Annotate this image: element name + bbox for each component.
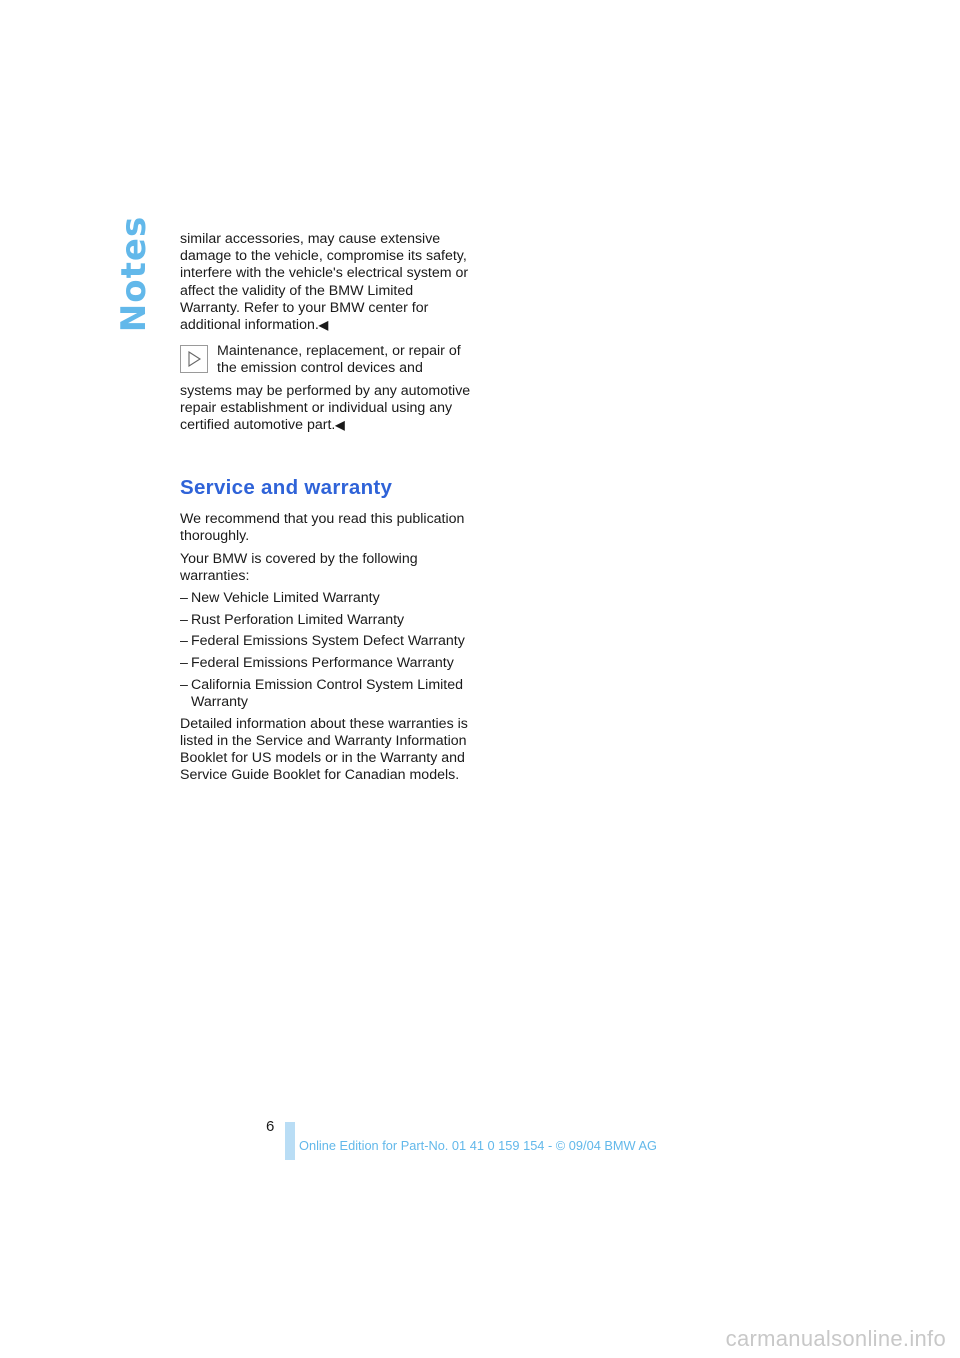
list-item: – Federal Emissions Performance Warranty [180, 655, 476, 672]
list-item: – California Emission Control System Limited Warranty [180, 677, 476, 711]
list-item: – New Vehicle Limited Warranty [180, 590, 476, 607]
paragraph-recommend: We recommend that you read this publication thoroughly. [180, 511, 465, 545]
note-rest [180, 383, 476, 435]
note-triangle-icon [180, 345, 208, 373]
page-number: 6 [266, 1118, 275, 1135]
section-tab [112, 215, 156, 333]
end-mark-icon: ◀ [318, 318, 329, 333]
end-mark-icon: ◀ [335, 418, 345, 433]
intro-text: similar accessories, may cause extensive damage to the vehicle, compromise its safety, interfere with the vehicle's electrical system or affect the validity of the BMW Limited Warranty. Refer to your BMW center for additional information. [180, 231, 469, 334]
paragraph-covered: Your BMW is covered by the following warranties: [180, 550, 418, 584]
main-column [180, 231, 476, 790]
warranty-list [180, 590, 476, 711]
paragraph-detailed: Detailed information about these warranties is listed in the Service and Warranty Information Booklet for US models or in the Warranty and Service Guide Booklet for Canadian models. [180, 715, 468, 784]
footer-bar [285, 1122, 295, 1160]
list-item: – Federal Emissions System Defect Warranty [180, 633, 476, 650]
note-block [180, 343, 476, 434]
edition-line: Online Edition for Part-No. 01 41 0 159 154 - © 09/04 BMW AG [299, 1138, 657, 1153]
list-item: – Rust Perforation Limited Warranty [180, 612, 476, 629]
note-rest-text: systems may be performed by any automotive repair establishment or individual using any certified automotive part. [180, 382, 471, 434]
note-first-lines: Maintenance, replacement, or repair of the emission control devices and [217, 343, 461, 377]
section-heading: Service and warranty [180, 476, 393, 500]
section-tab-label: Notes [114, 215, 154, 333]
intro-paragraph [180, 231, 476, 334]
watermark: carmanualsonline.info [725, 1326, 946, 1351]
